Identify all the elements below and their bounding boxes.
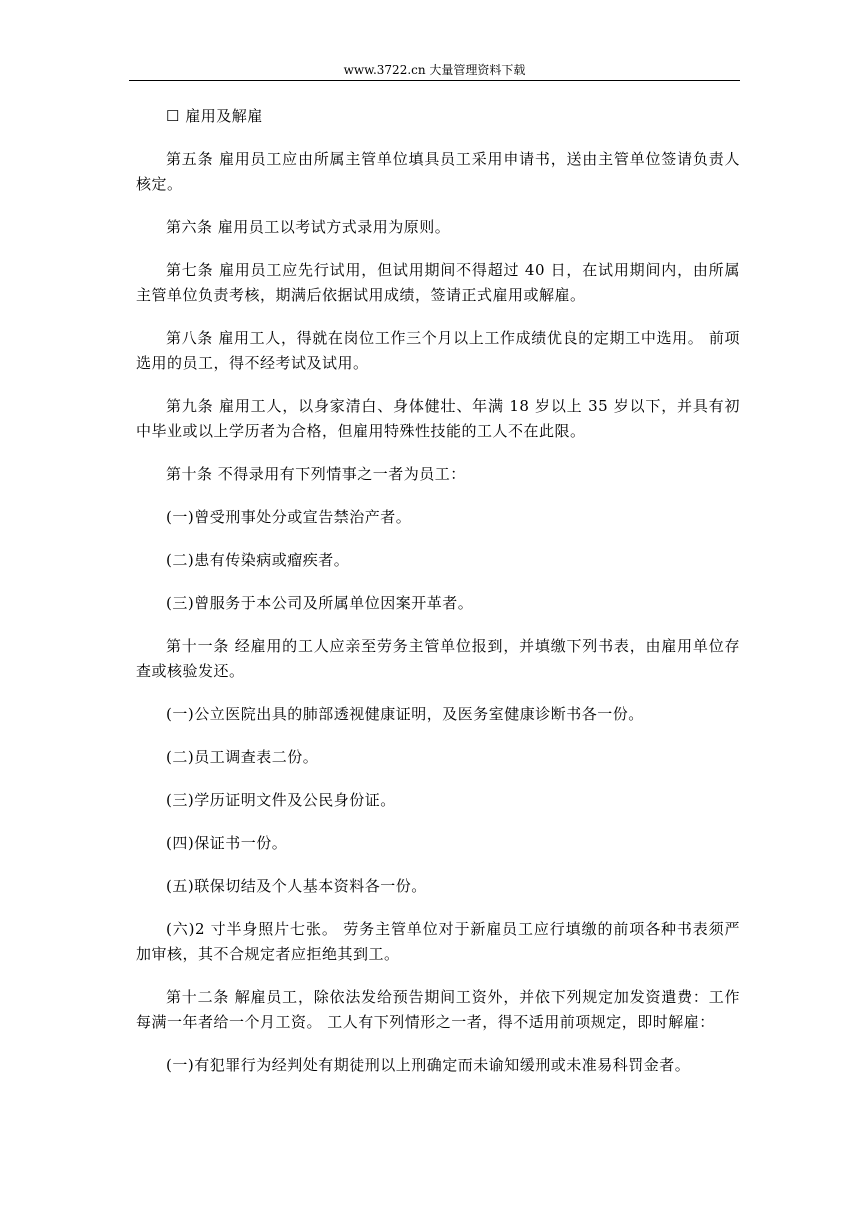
list-item: (四)保证书一份。 xyxy=(166,834,288,852)
article-11: 第十一条 经雇用的工人应亲至劳务主管单位报到，并填缴下列书表，由雇用单位存查或核验发还。 xyxy=(136,637,740,680)
article-10: 第十条 不得录用有下列情事之一者为员工： xyxy=(166,465,466,483)
article-6: 第六条 雇用员工以考试方式录用为原则。 xyxy=(166,218,451,236)
article-7: 第七条 雇用员工应先行试用，但试用期间不得超过 40 日，在试用期间内，由所属主管单位负责考核，期满后依据试用成绩，签请正式雇用或解雇。 xyxy=(136,261,740,304)
list-item: (五)联保切结及个人基本资料各一份。 xyxy=(166,877,427,895)
document-body xyxy=(136,104,740,1096)
article-9: 第九条 雇用工人，以身家清白、身体健壮、年满 18 岁以上 35 岁以下，并具有初中毕业或以上学历者为合格，但雇用特殊性技能的工人不在此限。 xyxy=(136,397,740,440)
list-item: (六)2 寸半身照片七张。 劳务主管单位对于新雇员工应行填缴的前项各种书表须严加审核，其不合规定者应拒绝其到工。 xyxy=(136,920,740,963)
list-item: (一)曾受刑事处分或宣告禁治产者。 xyxy=(166,508,412,526)
list-item: (一)有犯罪行为经判处有期徒刑以上刑确定而未谕知缓刑或未准易科罚金者。 xyxy=(166,1056,691,1074)
article-8: 第八条 雇用工人，得就在岗位工作三个月以上工作成绩优良的定期工中选用。 前项选用的员工，得不经考试及试用。 xyxy=(136,329,740,372)
header-divider xyxy=(129,80,740,81)
list-item: (二)患有传染病或瘤疾者。 xyxy=(166,551,350,569)
list-item: (一)公立医院出具的肺部透视健康证明，及医务室健康诊断书各一份。 xyxy=(166,705,644,723)
list-item: (二)员工调查表二份。 xyxy=(166,748,319,766)
article-5: 第五条 雇用员工应由所属主管单位填具员工采用申请书，送由主管单位签请负责人核定。 xyxy=(136,150,740,193)
list-item: (三)曾服务于本公司及所属单位因案开革者。 xyxy=(166,594,474,612)
section-heading: ☐ 雇用及解雇 xyxy=(166,107,263,125)
article-12: 第十二条 解雇员工，除依法发给预告期间工资外，并依下列规定加发资遣费：工作每满一年者给一个月工资。 工人有下列情形之一者，得不适用前项规定，即时解雇： xyxy=(136,988,740,1031)
list-item: (三)学历证明文件及公民身份证。 xyxy=(166,791,396,809)
page-header: www.3722.cn 大量管理资料下载 xyxy=(343,63,526,77)
